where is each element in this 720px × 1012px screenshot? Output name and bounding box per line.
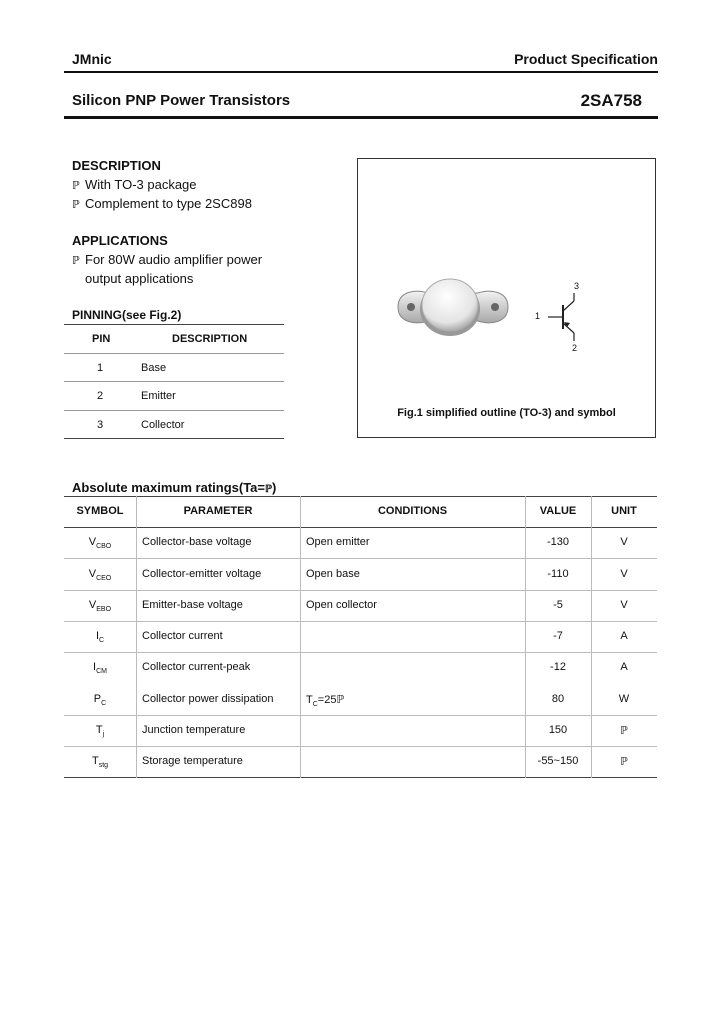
pin-desc: Emitter [141,390,176,402]
ratings-heading: Absolute maximum ratings(Ta=ℙ) [72,480,277,495]
bullet-icon: ℙ [72,199,80,211]
figure-caption: Fig.1 simplified outline (TO-3) and symbol [397,407,616,419]
row-symbol: $I_{CM}$ [93,661,107,676]
row-parameter: Junction temperature [142,724,246,736]
pin-col-header: PIN [92,333,111,345]
row-parameter: Storage temperature [142,755,243,767]
description-item: ℙ Complement to type 2SC898 [72,196,252,211]
pin-number: 1 [97,362,104,374]
row-symbol: $T_j$ [95,724,105,739]
row-unit: A [620,630,628,642]
row-symbol: $V_{CEO}$ [88,568,112,583]
row-parameter: Collector current [142,630,223,642]
symbol-pin-emitter: 2 [572,343,578,353]
row-value: -130 [546,536,570,548]
part-number: 2SA758 [580,91,642,110]
row-conditions: Open emitter [306,536,370,548]
col-header-conditions: CONDITIONS [377,505,448,517]
applications-item-cont: output applications [85,271,194,286]
col-header-symbol: SYMBOL [76,505,124,517]
row-unit: A [620,661,628,673]
row-parameter: Emitter-base voltage [142,599,243,611]
row-symbol: $V_{CBO}$ [88,536,112,551]
symbol-pin-base: 1 [535,311,541,321]
row-symbol: $P_C$ [93,693,107,708]
row-value: 80 [551,693,565,705]
row-value: -110 [547,568,569,580]
row-parameter: Collector power dissipation [142,693,274,705]
row-parameter: Collector current-peak [142,661,251,673]
row-value: -55~150 [537,755,579,767]
row-unit: ℙ [620,756,628,768]
col-header-unit: UNIT [611,505,637,517]
row-symbol: $V_{EBO}$ [88,599,112,614]
row-value: 150 [548,724,568,736]
row-value: -12 [550,661,566,673]
row-parameter: Collector-emitter voltage [142,568,262,580]
row-unit: W [618,693,630,705]
description-heading: DESCRIPTION [72,158,161,173]
ratings-table [64,496,657,778]
applications-heading: APPLICATIONS [72,233,168,248]
row-conditions: $T_C=25ℙ$ [306,694,345,709]
row-conditions: Open base [306,568,360,580]
pin-number: 3 [97,419,104,431]
row-unit: V [620,599,628,611]
header-rule [64,71,658,73]
title-rule [64,116,658,119]
row-conditions: Open collector [306,599,377,611]
applications-item: ℙ For 80W audio amplifier power [72,252,263,267]
row-symbol: $I_C$ [95,630,105,645]
description-item: ℙ With TO-3 package [72,177,197,192]
row-unit: V [620,568,628,580]
row-symbol: $T_{stg}$ [91,755,109,770]
row-parameter: Collector-base voltage [142,536,252,548]
col-header-parameter: PARAMETER [183,505,253,517]
pinning-heading: PINNING(see Fig.2) [72,308,182,322]
bullet-icon: ℙ [72,255,80,267]
bullet-icon: ℙ [72,180,80,192]
pnp-transistor-symbol-icon [358,159,655,437]
product-title: Silicon PNP Power Transistors [72,92,291,109]
symbol-pin-collector: 3 [574,281,580,291]
row-value: -5 [553,599,563,611]
row-value: -7 [553,630,563,642]
pin-desc: Base [141,362,167,374]
col-header-value: VALUE [539,505,577,517]
pin-number: 2 [97,390,104,402]
row-unit: ℙ [620,725,628,737]
row-unit: V [620,536,628,548]
brand-name: JMnic [72,51,112,67]
figure-box [357,158,656,438]
doc-type: Product Specification [514,51,658,67]
pin-desc: Collector [141,419,185,431]
desc-col-header: DESCRIPTION [172,333,248,345]
